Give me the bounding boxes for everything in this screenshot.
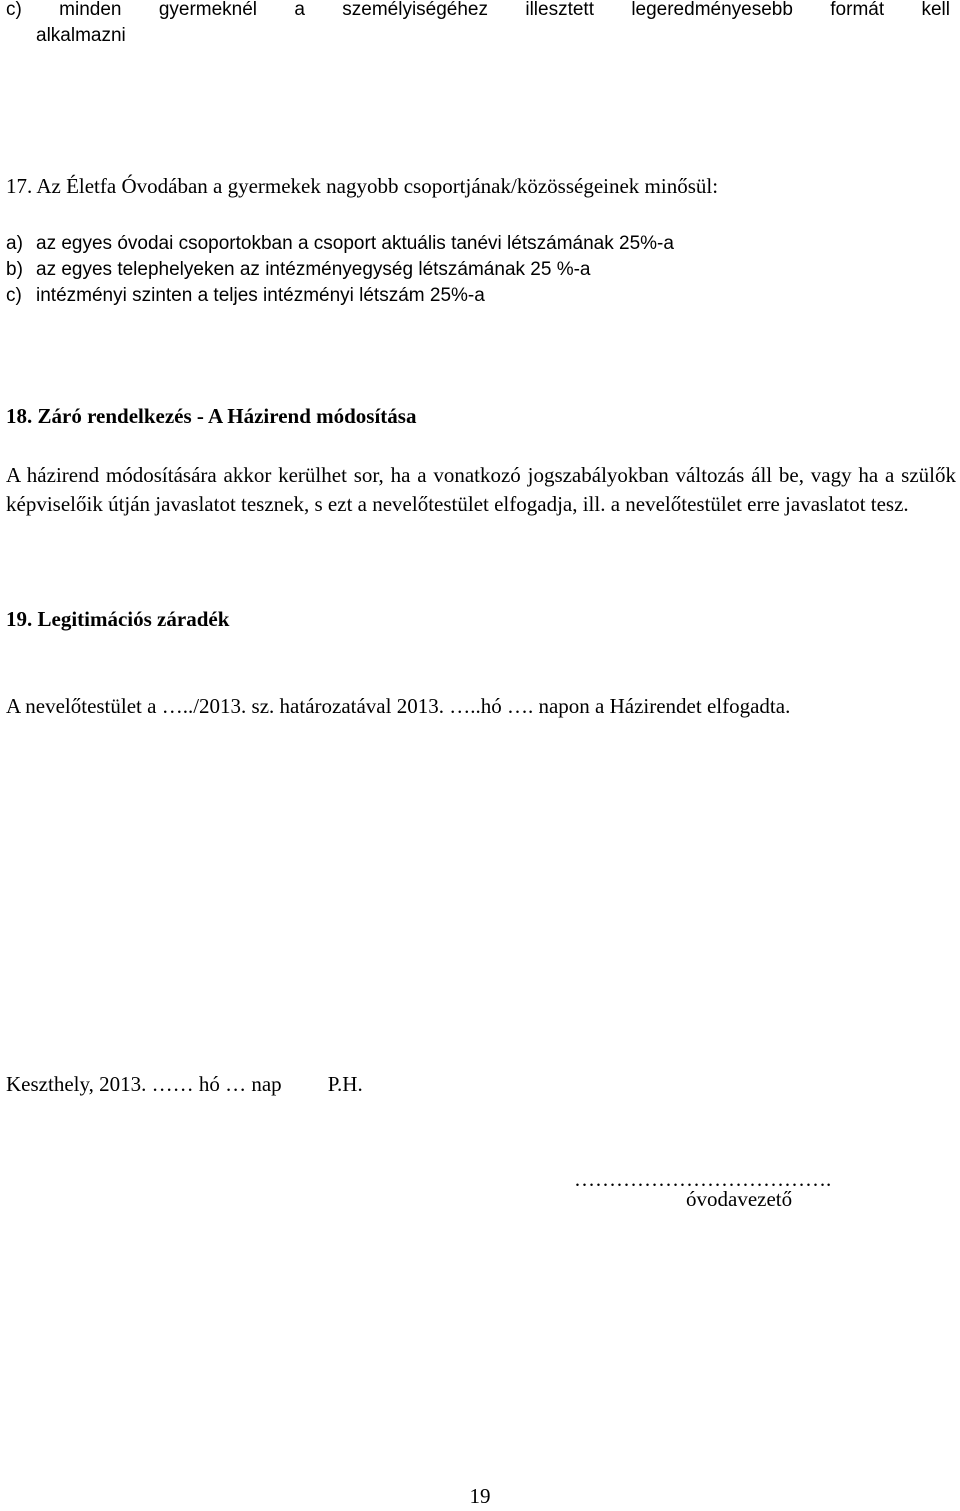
word: a	[294, 0, 305, 20]
word: legeredményesebb	[631, 0, 793, 20]
page-number: 19	[469, 1484, 491, 1508]
word: személyiségéhez	[342, 0, 489, 20]
list-item-c-line2: alkalmazni	[36, 25, 126, 46]
word: formát	[830, 0, 885, 20]
section-19-paragraph: A nevelőtestület a …../2013. sz. határozatával 2013. …..hó …. napon a Házirendet elfogadta.	[6, 694, 791, 718]
list-item-text: az egyes óvodai csoportokban a csoport aktuális tanévi létszámának 25%-a	[36, 233, 674, 254]
list-item-text: az egyes telephelyeken az intézményegység létszámának 25 %-a	[36, 259, 591, 280]
signature-role: óvodavezető	[686, 1187, 793, 1211]
section-18-heading: 18. Záró rendelkezés - A Házirend módosítása	[6, 404, 417, 428]
list-item	[6, 231, 946, 257]
list-item	[6, 283, 946, 309]
list-marker: c)	[6, 285, 22, 306]
list-item	[6, 257, 946, 283]
place-date-text: Keszthely, 2013. …… hó … nap	[6, 1072, 282, 1096]
section-17-list	[6, 231, 946, 309]
list-item-c-line1	[6, 0, 950, 23]
list-marker: a)	[6, 233, 23, 254]
word: minden	[59, 0, 122, 20]
word: gyermeknél	[158, 0, 258, 20]
word: kell	[921, 0, 950, 20]
stamp-placeholder: P.H.	[327, 1072, 363, 1096]
word: illesztett	[525, 0, 594, 20]
list-marker: b)	[6, 259, 23, 280]
section-19-heading: 19. Legitimációs záradék	[6, 607, 230, 631]
signature-line: ……………………………….	[574, 1167, 832, 1191]
section-18-paragraph: A házirend módosítására akkor kerülhet sor, ha a vonatkozó jogszabályokban változás áll be, vagy ha a szülők képviselőik útján javaslatot tesznek, s ezt a nevelőtestület elfogadja, ill. a nevelőtestület erre javaslatot tesz.	[6, 463, 956, 516]
section-17-heading: 17. Az Életfa Óvodában a gyermekek nagyobb csoportjának/közösségeinek minősül:	[6, 174, 719, 198]
list-item-text: intézményi szinten a teljes intézményi létszám 25%-a	[36, 285, 485, 306]
list-marker: c)	[6, 0, 22, 20]
list-item-c-top	[6, 0, 950, 49]
place-date-line	[6, 1070, 363, 1099]
